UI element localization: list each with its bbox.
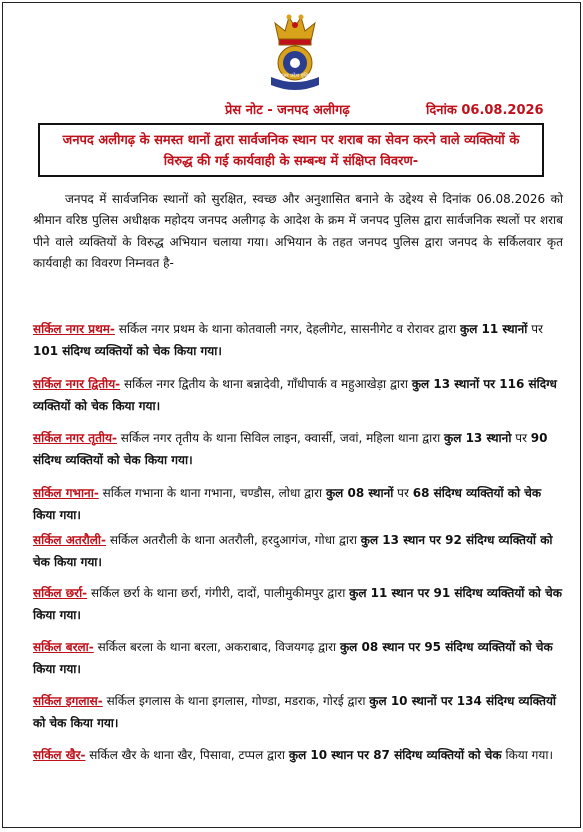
intro-paragraph: जनपद में सार्वजनिक स्थानों को सुरक्षित, स्वच्छ और अनुशासित बनाने के उद्देश्य से दिनांक 06.08.2026 को श्रीमान वरिष्ठ पुलिस अधीक्षक महोदय जनपद अलीगढ़ के आदेश के क्रम में जनपद पुलिस द्वारा सार्वजनिक स्थलों पर शराब पीने वाले व्यक्तियों के विरुद्ध अभियान चलाया गया। अभियान के तहत जनपद पुलिस द्वारा जनपद के सर्किलवार कृत कार्यवाही का विवरण निम्नवत है- <box>33 192 563 270</box>
circle-count: कुल 11 स्थान पर 91 संदिग्ध व्यक्तियों को चेक किया गया। <box>33 586 562 622</box>
circle-section <box>33 530 563 573</box>
circle-count: कुल 10 स्थानों पर 134 संदिग्ध व्यक्तियों को चेक किया गया। <box>33 694 557 730</box>
circle-text: सर्किल छर्रा के थाना छर्रा, गंगीरी, दादों, पालीमुकीमपुर द्वारा <box>87 586 350 600</box>
circle-text: सर्किल गभाना के थाना गभाना, चण्डौस, लोधा द्वारा <box>98 486 326 500</box>
circle-count: कुल 13 स्थान पर 92 संदिग्ध व्यक्तियों को चेक किया गया। <box>33 533 553 569</box>
circle-name: सर्किल अतरौली- <box>33 533 106 547</box>
circle-section <box>33 637 563 680</box>
circle-name: सर्किल इगलास- <box>33 694 103 708</box>
logo-text: उत्तर प्रदेश पुलिस <box>280 73 312 79</box>
circle-count: कुल 13 स्थानो <box>444 431 512 445</box>
circle-count: कुल 08 स्थानों <box>325 486 394 500</box>
circle-text: सर्किल नगर तृतीय के थाना सिविल लाइन, क्वार्सी, जवां, महिला थाना द्वारा <box>116 431 445 445</box>
circle-count-detail: 101 संदिग्ध व्यक्तियों को चेक किया गया। <box>33 343 222 358</box>
circle-section <box>33 745 563 767</box>
document-title: जनपद अलीगढ़ के समस्त थानों द्वारा सार्वजनिक स्थान पर शराब का सेवन करने वाले व्यक्तियों के विरुद्ध की गई कार्यवाही के सम्बन्ध में संक्षिप्त विवरण- <box>38 123 544 177</box>
circle-text: सर्किल बरला के थाना बरला, अकराबाद, विजयगढ़ द्वारा <box>93 640 340 654</box>
circle-section <box>33 374 563 417</box>
circle-name: सर्किल बरला- <box>33 640 94 654</box>
circle-section <box>33 483 563 526</box>
circle-name: सर्किल नगर द्वितीय- <box>33 377 121 391</box>
circle-text-mid: पर <box>393 486 413 500</box>
circle-text: सर्किल नगर द्वितीय के थाना बन्नादेवी, गाँधीपार्क व महुआखेड़ा द्वारा <box>120 377 412 391</box>
circle-count-detail: 68 संदिग्ध व्यक्तियों को चेक किया गया। <box>33 486 542 522</box>
circle-text: सर्किल अतरौली के थाना अतरौली, हरदुआगंज, गोधा द्वारा <box>106 533 361 547</box>
circle-count-detail: 90 संदिग्ध व्यक्तियों को चेक किया गया। <box>33 431 548 467</box>
circle-text: सर्किल खैर के थाना खैर, पिसावा, टप्पल द्वारा <box>85 748 289 762</box>
circle-count: कुल 11 स्थानों <box>459 322 528 336</box>
circle-name: सर्किल नगर तृतीय- <box>33 431 117 445</box>
circle-name: सर्किल गभाना- <box>33 486 99 500</box>
circle-count: कुल 13 स्थानों पर 116 संदिग्ध व्यक्तियों को चेक किया गया। <box>33 377 557 413</box>
press-note-page <box>2 2 581 828</box>
circle-text: सर्किल नगर प्रथम के थाना कोतवाली नगर, देहलीगेट, सासनीगेट व रोरावर द्वारा <box>114 322 460 336</box>
press-note-label: प्रेस नोट - जनपद अलीगढ़ <box>225 103 350 118</box>
circle-text-mid: पर <box>511 431 531 445</box>
circle-count: कुल 08 स्थान पर 95 संदिग्ध व्यक्तियों को चेक किया गया। <box>33 640 553 676</box>
circle-section <box>33 691 563 734</box>
circle-text-tail: किया गया। <box>501 748 554 762</box>
circle-section <box>33 583 563 626</box>
circle-section <box>33 428 563 471</box>
circle-text-mid: पर <box>527 322 543 336</box>
circle-count: कुल 10 स्थान पर 87 संदिग्ध व्यक्तियों को चेक <box>288 748 502 762</box>
circle-text: सर्किल इगलास के थाना इगलास, गोण्डा, मडराक, गोरई द्वारा <box>102 694 370 708</box>
circle-section <box>33 319 563 362</box>
press-note-date: दिनांक 06.08.2026 <box>426 103 544 118</box>
circle-name: सर्किल खैर- <box>33 748 86 762</box>
up-police-emblem-icon <box>265 11 325 93</box>
circle-name: सर्किल छर्रा- <box>33 586 88 600</box>
circle-name: सर्किल नगर प्रथम- <box>33 322 115 336</box>
